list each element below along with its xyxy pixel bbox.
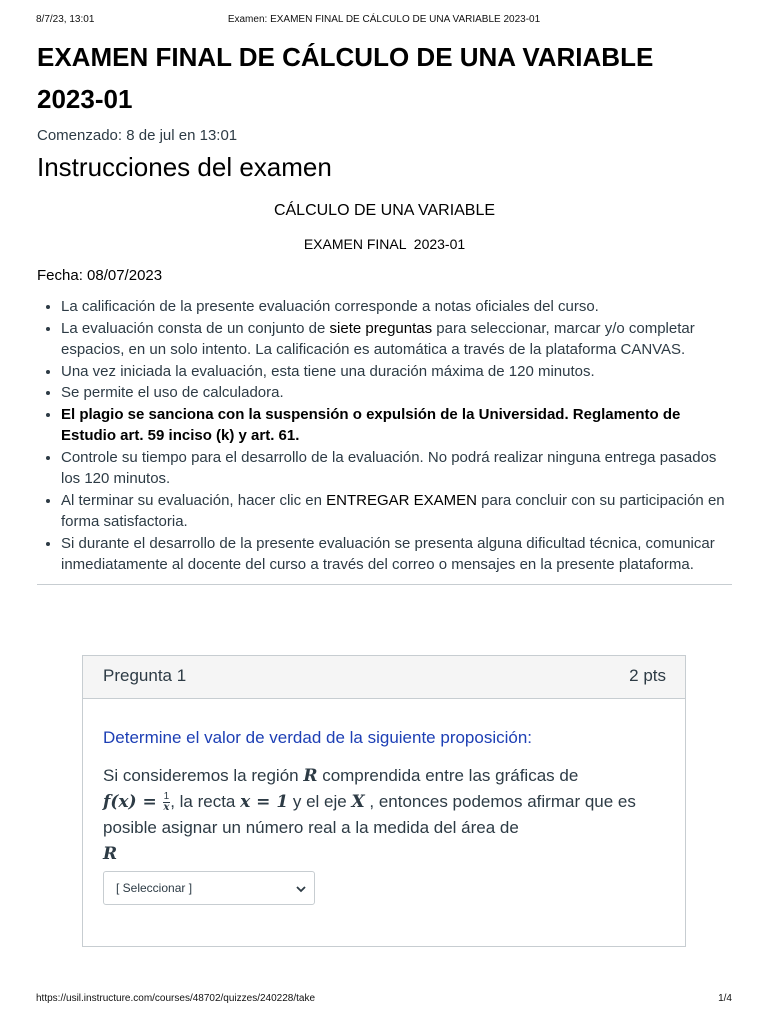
fraction-denominator: x xyxy=(163,802,170,814)
math-var-r: R xyxy=(303,766,318,786)
rule-item xyxy=(61,447,732,490)
question-text-part: , la recta xyxy=(170,792,241,811)
rule-text: para seleccionar, marcar y/o completar espacios, en un solo intento. La calificación es automática a través de la plataforma CANVAS. xyxy=(61,319,695,358)
question-points: 2 pts xyxy=(629,666,666,685)
answer-select[interactable] xyxy=(103,871,315,905)
section-divider xyxy=(37,584,732,585)
rule-bold-text: El plagio se sanciona con la suspensión o expulsión de la Universidad. Reglamento de Estudio art. 59 inciso (k) y art. 61. xyxy=(61,405,681,444)
exam-title xyxy=(37,36,732,120)
rule-text: Controle su tiempo para el desarrollo de la evaluación. No podrá realizar ninguna entrega pasados los 120 minutos. xyxy=(61,448,717,487)
rule-text: La calificación de la presente evaluación corresponde a notas oficiales del curso. xyxy=(61,298,599,315)
question-card xyxy=(82,655,686,947)
math-var-x: X xyxy=(351,792,365,812)
exam-content xyxy=(37,36,732,585)
rule-text: La evaluación consta de un conjunto de xyxy=(61,319,330,337)
rule-item xyxy=(61,361,732,383)
math-var-r: R xyxy=(103,844,118,864)
rule-item xyxy=(61,490,732,533)
question-text-part: comprendida entre las gráficas de xyxy=(317,766,579,785)
math-fx: f(x) = xyxy=(103,792,163,812)
question-body xyxy=(83,699,685,905)
print-page-title: Examen: EXAMEN FINAL DE CÁLCULO DE UNA VARIABLE 2023-01 xyxy=(227,14,541,25)
instructions-heading: Instrucciones del examen xyxy=(37,152,332,182)
answer-select-value: [ Seleccionar ] xyxy=(116,881,193,895)
rule-text: Si durante el desarrollo de la presente evaluación se presenta alguna dificultad técnica, comunicar inmediatamente al docente del curso a través del correo o mensajes en la presente plataforma. xyxy=(61,534,715,573)
chevron-down-icon xyxy=(296,884,306,894)
course-name: CÁLCULO DE UNA VARIABLE xyxy=(273,202,496,219)
fraction-numerator: 1 xyxy=(163,791,170,803)
print-page-number: 1/4 xyxy=(718,993,732,1004)
rule-text: Se permite el uso de calculadora. xyxy=(61,384,284,401)
exam-subtitle: EXAMEN FINAL 2023-01 xyxy=(303,236,466,252)
exam-date: Fecha: 08/07/2023 xyxy=(37,267,163,284)
question-text-part: Si consideremos la región xyxy=(103,766,304,785)
math-equation: x = 1 xyxy=(240,792,289,812)
rule-emphasis: siete preguntas xyxy=(329,319,433,337)
print-url: https://usil.instructure.com/courses/48702/quizzes/240228/take xyxy=(36,993,316,1004)
rule-text: Al terminar su evaluación, hacer clic en xyxy=(61,491,327,509)
question-text-part: , entonces podemos afirmar que es posible asignar un número real a la medida del área de xyxy=(103,792,636,837)
question-header xyxy=(83,656,685,699)
rule-item xyxy=(61,296,732,318)
question-name: Pregunta 1 xyxy=(103,666,187,685)
rule-text: Una vez iniciada la evaluación, esta tiene una duración máxima de 120 minutos. xyxy=(61,362,595,380)
started-timestamp: Comenzado: 8 de jul en 13:01 xyxy=(37,127,238,144)
rule-item xyxy=(61,533,732,576)
question-lead: Determine el valor de verdad de la siguiente proposición: xyxy=(103,728,533,747)
rules-list xyxy=(37,296,732,576)
question-text xyxy=(103,763,665,867)
rule-emphasis: ENTREGAR EXAMEN xyxy=(326,491,477,509)
print-datetime: 8/7/23, 13:01 xyxy=(36,14,95,25)
exam-title-line1: EXAMEN FINAL DE CÁLCULO DE UNA VARIABLE xyxy=(37,42,654,72)
rule-item xyxy=(61,318,732,361)
exam-title-line2: 2023-01 xyxy=(37,84,133,114)
rule-item xyxy=(61,404,732,447)
rule-text: para concluir con su participación en forma satisfactoria. xyxy=(61,491,725,530)
rule-item xyxy=(61,382,732,404)
question-text-part: y el eje xyxy=(288,792,352,811)
